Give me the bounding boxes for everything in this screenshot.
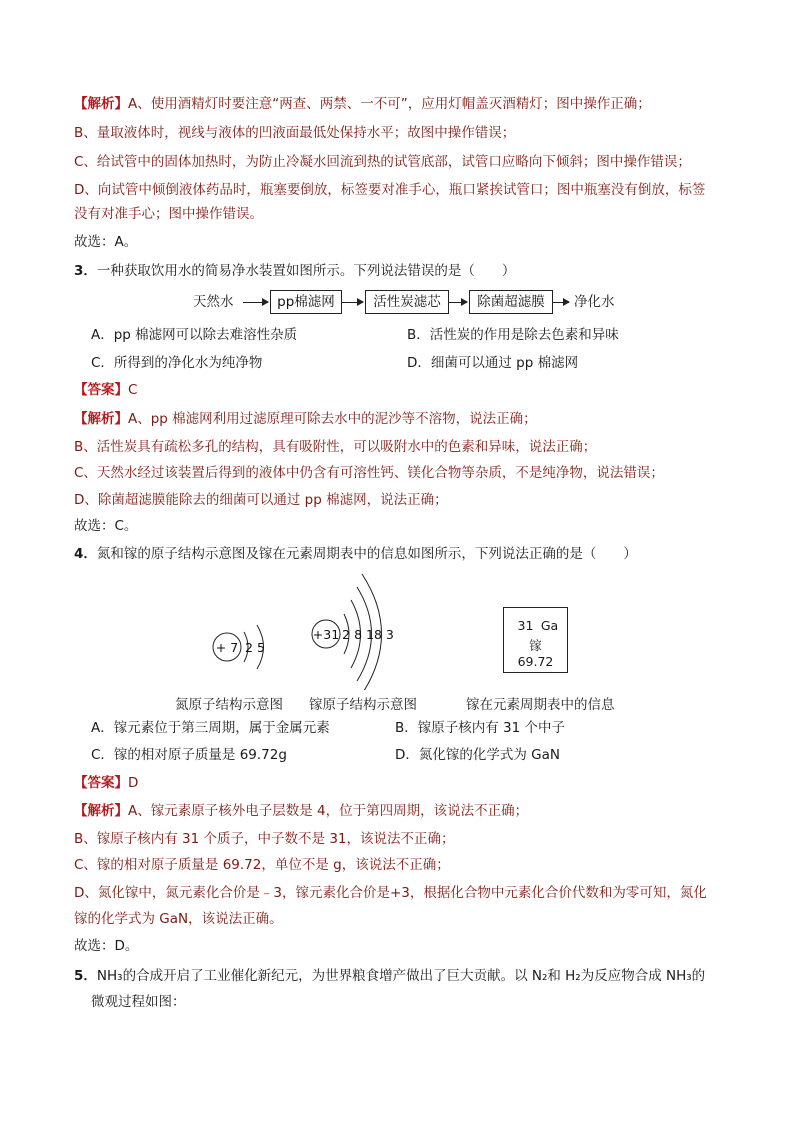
gallium-name: 镓 [529,638,542,653]
flow-start: 天然水 [193,294,234,310]
flow-arrow [552,302,569,303]
q3-analysis-b: B、活性炭具有疏松多孔的结构，具有吸附性，可以吸附水中的色素和异味，说法正确； [74,439,597,455]
gallium-symbol: Ga [540,618,559,633]
q2-analysis-d-line1: D、向试管中倾倒液体药品时，瓶塞要倒放，标签要对准手心，瓶口紧挨试管口；图中瓶塞没有倒放，标签 [74,182,706,198]
periodic-cell-caption: 镓在元素周期表中的信息 [466,697,615,713]
flow-step-pp-filter: pp棉滤网 [270,290,342,314]
gallium-nucleus-charge: +31 [312,627,340,642]
nitrogen-atom-diagram [213,625,265,669]
q4-choice: 故选：D。 [74,938,139,954]
q4-option-c: C．镓的相对原子质量是 69.72g [91,747,287,763]
q4-answer: 【答案】D [74,775,139,791]
gallium-periodic-cell [503,607,568,673]
nitrogen-nucleus-charge: + 7 [215,640,239,655]
q3-analysis-a: 【解析】A、pp 棉滤网利用过滤原理可除去水中的泥沙等不溶物，说法正确； [74,411,537,427]
q4-analysis-a: 【解析】A、镓元素原子核外电子层数是 4，位于第四周期，该说法不正确； [74,803,529,819]
q4-analysis-b: B、镓原子核内有 31 个质子，中子数不是 31，该说法不正确； [74,831,455,847]
flow-step-carbon-filter: 活性炭滤芯 [365,290,449,314]
q3-option-a: A．pp 棉滤网可以除去难溶性杂质 [91,327,298,343]
q3-analysis-d: D、除菌超滤膜能除去的细菌可以通过 pp 棉滤网，说法正确； [74,492,448,508]
q4-option-d: D．氮化镓的化学式为 GaN [395,747,561,763]
gallium-electron-shells: 2 8 18 3 [342,627,394,642]
nitrogen-diagram-caption: 氮原子结构示意图 [175,697,283,713]
q4-option-a: A．镓元素位于第三周期，属于金属元素 [91,720,330,736]
q2-analysis-a: 【解析】A、使用酒精灯时要注意“两查、两禁、一不可”，应用灯帽盖灭酒精灯；图中操作正确； [74,96,651,112]
q2-analysis-d-line2: 没有对准手心；图中操作错误。 [74,206,263,222]
flow-arrow [243,302,268,303]
q3-option-b: B．活性炭的作用是除去色素和异味 [407,327,619,343]
gallium-diagram-caption: 镓原子结构示意图 [309,697,417,713]
gallium-atom-diagram [312,574,394,690]
gallium-atomic-number: 31 [517,618,534,633]
q3-option-d: D．细菌可以通过 pp 棉滤网 [407,355,579,371]
flow-arrow [341,302,363,303]
q5-stem-line2: 微观过程如图： [91,994,186,1010]
q4-analysis-c: C、镓的相对原子质量是 69.72，单位不是 g，该说法不正确； [74,857,450,873]
gallium-atomic-mass: 69.72 [517,654,554,669]
flow-step-ultrafilter: 除菌超滤膜 [469,290,553,314]
q4-stem: 4．氮和镓的原子结构示意图及镓在元素周期表中的信息如图所示，下列说法正确的是（ ） [74,546,637,562]
q3-analysis-c: C、天然水经过该装置后得到的液体中仍含有可溶性钙、镁化合物等杂质，不是纯净物，说法错误； [74,465,664,481]
q3-choice: 故选：C。 [74,518,138,534]
nitrogen-electron-shells: 2 5 [245,640,265,655]
q3-option-c: C．所得到的净化水为纯净物 [91,355,263,371]
q4-analysis-d-line1: D、氮化镓中，氮元素化合价是﹣3，镓元素化合价是+3，根据化合物中元素化合价代数和为零可知，氮化 [74,885,707,901]
atom-structure-diagrams [200,570,420,690]
flow-arrow [448,302,467,303]
q3-stem: 3．一种获取饮用水的简易净水装置如图所示。下列说法错误的是（ ） [74,263,516,279]
q2-choice: 故选：A。 [74,234,138,250]
q2-analysis-c: C、给试管中的固体加热时，为防止冷凝水回流到热的试管底部，试管口应略向下倾斜；图中操作错误； [74,154,691,170]
q3-answer: 【答案】C [74,382,138,398]
q2-analysis-b: B、量取液体时，视线与液体的凹液面最低处保持水平；故图中操作错误； [74,125,516,141]
flow-end: 净化水 [574,294,615,310]
q4-analysis-d-line2: 镓的化学式为 GaN，该说法正确。 [74,911,283,927]
q4-option-b: B．镓原子核内有 31 个中子 [395,720,566,736]
q5-stem-line1: 5．NH₃的合成开启了工业催化新纪元，为世界粮食增产做出了巨大贡献。以 N₂和 H₂为反应物合成 NH₃的 [74,968,706,984]
